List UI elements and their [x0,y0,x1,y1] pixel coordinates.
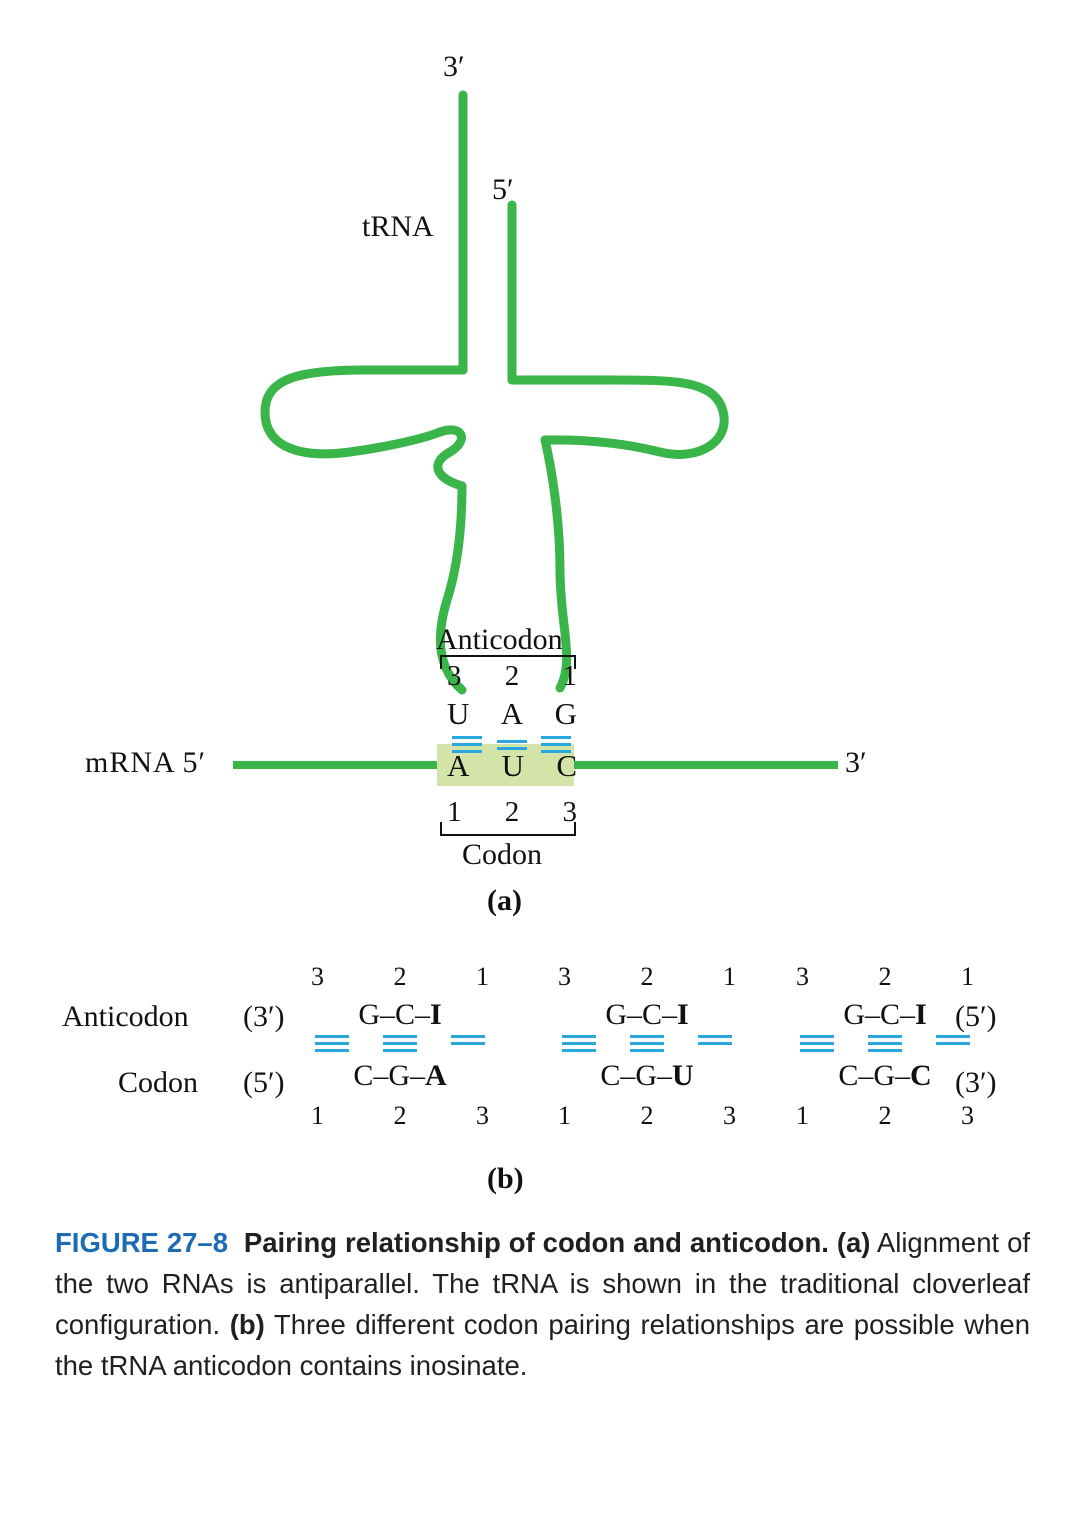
codon-base-1: A [447,748,470,783]
panel-b-group-1 [305,962,495,1131]
group-3-codon-seq-text: C–G–C [838,1059,932,1092]
group-2-bondset-3 [698,1035,732,1056]
group-2-bondset-1 [562,1035,596,1056]
group-1-bondset-3 [451,1035,485,1056]
panel-b-group-3 [790,962,980,1131]
group-2-top-numbers [552,962,742,992]
group-2-codon-sequence [552,1059,742,1093]
codon-label: Codon [462,838,543,871]
panel-b-codon-row-label: Codon [118,1066,199,1099]
codon-bracket [440,822,576,836]
group-1-bot-num-3: 3 [476,1101,489,1130]
group-3-top-num-2: 2 [878,962,892,991]
codon-base-2: U [501,748,525,783]
group-3-bonds [790,1035,980,1056]
group-1-anticodon-sequence [305,998,495,1032]
group-2-bot-num-1: 1 [558,1101,571,1130]
group-3-bondset-3 [936,1035,970,1056]
codon-num-2: 2 [504,796,520,828]
group-1-top-num-3: 1 [476,962,489,991]
group-2-codon-seq-text: C–G–U [600,1059,694,1092]
group-1-bottom-numbers [305,1101,495,1131]
anticodon-position-numbers [447,660,577,693]
group-1-bondset-2 [383,1035,417,1056]
trna-3prime-label: 3′ [443,50,465,83]
group-3-bondset-1 [800,1035,834,1056]
group-3-bottom-numbers [790,1101,980,1131]
group-3-bondset-2 [868,1035,902,1056]
group-3-top-num-1: 3 [796,962,809,991]
trna-label: tRNA [362,210,434,243]
codon-bases [447,748,577,784]
panel-b-diagram [0,940,1080,1220]
panel-b-anticodon-row-label: Anticodon [62,1000,189,1033]
figure-title: Pairing relationship of codon and anticodon. [243,1227,829,1258]
trna-5prime-label: 5′ [492,173,514,206]
group-2-bot-num-2: 2 [640,1101,654,1130]
group-2-bot-num-3: 3 [723,1101,736,1130]
group-1-codon-prefix: (5′) [243,1066,285,1099]
group-1-anticodon-prefix: (3′) [243,1000,285,1033]
anticodon-num-3: 1 [562,660,577,692]
mrna-label: mRNA 5′ [85,746,207,779]
d-arm-lower [438,430,462,486]
group-2-top-num-3: 1 [723,962,736,991]
anticodon-bases [447,696,577,732]
codon-base-3: C [556,748,577,783]
group-1-top-num-2: 2 [393,962,407,991]
group-1-codon-seq-text: C–G–A [353,1059,447,1092]
panel-a-caption: (a) [487,884,522,917]
group-2-bonds [552,1035,742,1056]
codon-num-1: 1 [447,796,462,828]
anticodon-num-1: 3 [447,660,462,692]
anticodon-base-1: U [447,696,470,731]
mrna-3prime-label: 3′ [845,746,867,779]
panel-b-group-2 [552,962,742,1131]
group-2-anticodon-sequence [552,998,742,1032]
figure-caption [55,1222,1030,1386]
group-1-bot-num-1: 1 [311,1101,324,1130]
group-3-codon-sequence [790,1059,980,1093]
group-1-bot-num-2: 2 [393,1101,407,1130]
group-1-bonds [305,1035,495,1056]
group-3-anticodon-seq-text: G–C–I [843,998,927,1031]
group-3-bot-num-2: 2 [878,1101,892,1130]
group-3-bot-num-3: 3 [961,1101,974,1130]
anticodon-base-3: G [554,696,577,731]
group-3-top-numbers [790,962,980,992]
group-1-top-num-1: 3 [311,962,324,991]
group-2-bottom-numbers [552,1101,742,1131]
group-1-codon-sequence [305,1059,495,1093]
d-loop [265,370,440,454]
group-3-anticodon-sequence [790,998,980,1032]
group-3-top-num-3: 1 [961,962,974,991]
group-1-top-numbers [305,962,495,992]
codon-num-3: 3 [562,796,577,828]
group-2-top-num-1: 3 [558,962,571,991]
group-1-anticodon-seq-text: G–C–I [358,998,442,1031]
caption-marker-b: (b) [229,1309,265,1340]
group-2-anticodon-seq-text: G–C–I [605,998,689,1031]
group-1-bondset-1 [315,1035,349,1056]
caption-body-a: Alignment of the two RNAs is antiparallel. The tRNA is shown in the traditional cloverleaf configuration. [55,1227,1031,1340]
figure-number: FIGURE 27–8 [55,1227,228,1258]
t-loop [560,380,724,454]
group-3-bot-num-1: 1 [796,1101,809,1130]
anticodon-label: Anticodon [436,623,563,656]
caption-body-b: Three different codon pairing relationships are possible when the tRNA anticodon contains inosinate. [55,1309,1031,1381]
group-3-anticodon-suffix: (5′) [955,1000,997,1033]
group-3-codon-suffix: (3′) [955,1066,997,1099]
panel-b-caption: (b) [487,1162,524,1195]
group-2-bondset-2 [630,1035,664,1056]
anticodon-num-2: 2 [504,660,520,692]
group-2-top-num-2: 2 [640,962,654,991]
caption-marker-a: (a) [836,1227,871,1258]
anticodon-base-2: A [500,696,524,731]
